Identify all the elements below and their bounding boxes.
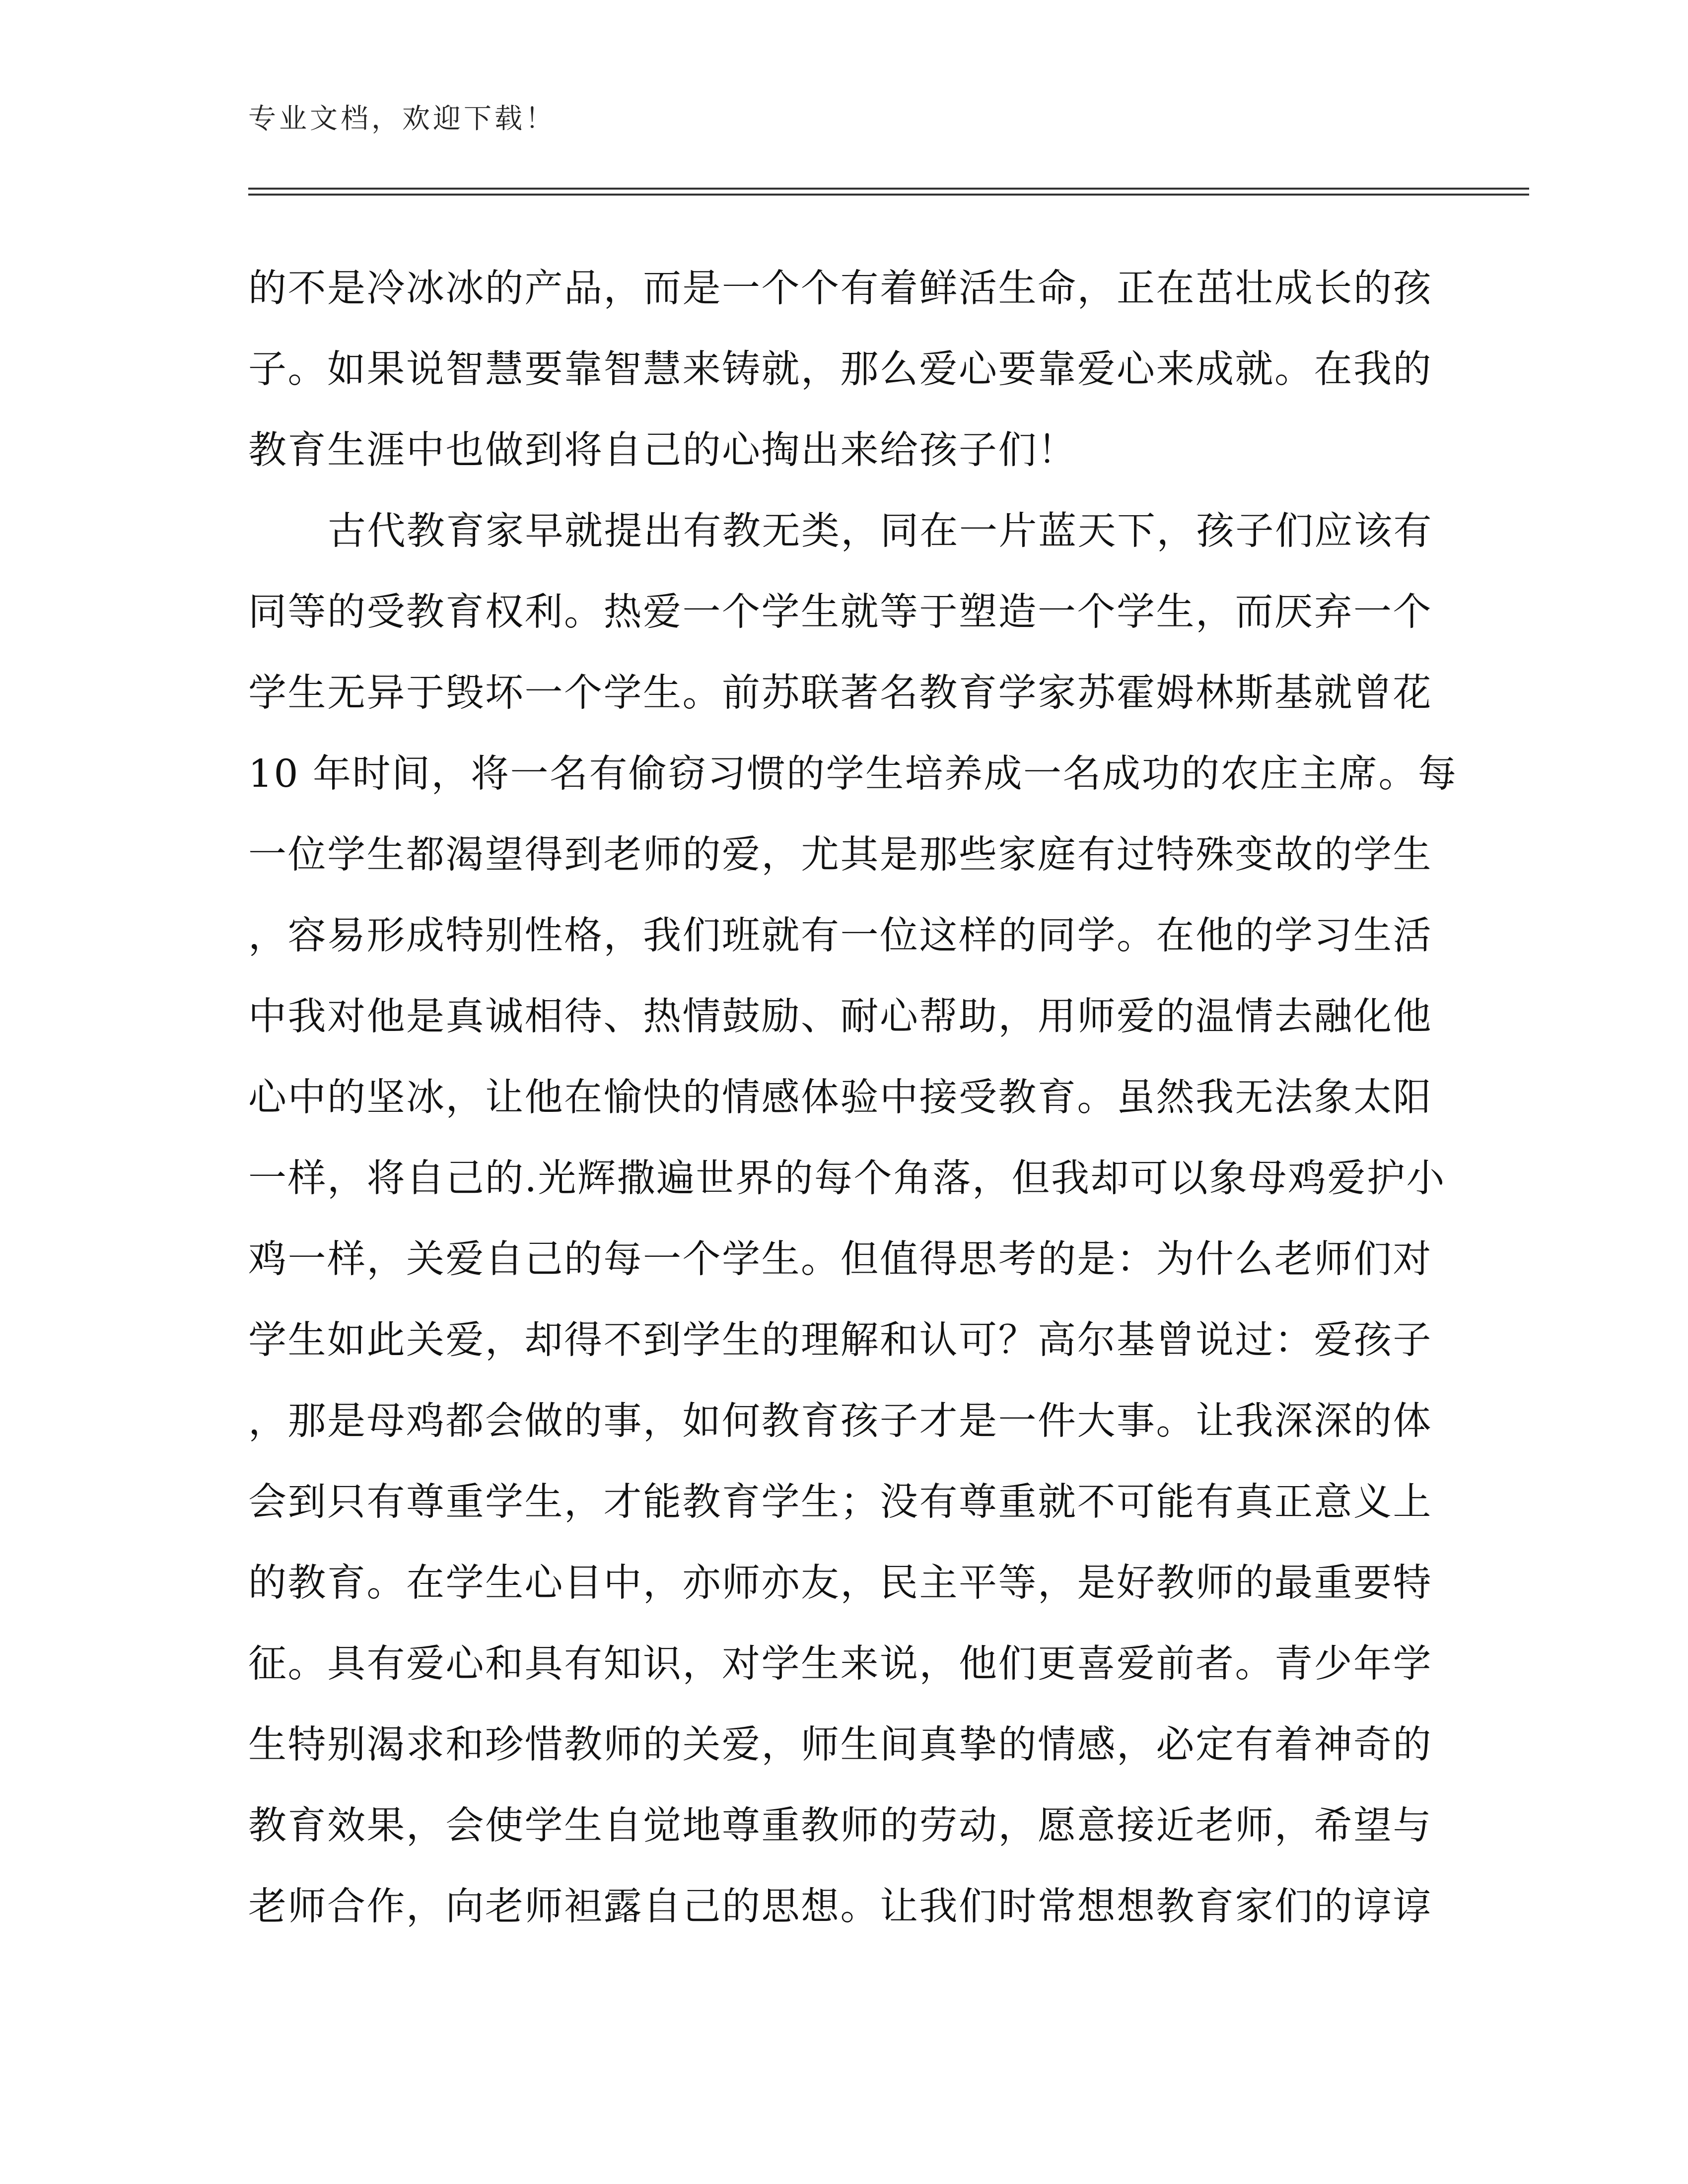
header-divider-bottom [248,194,1529,196]
body-line: 子。如果说智慧要靠智慧来铸就，那么爱心要靠爱心来成就。在我的 [248,347,1432,392]
page-header: 专业文档，欢迎下载！ [248,103,556,135]
body-line: 中我对他是真诚相待、热情鼓励、耐心帮助，用师爱的温情去融化他 [248,995,1432,1039]
body-line: 教育效果，会使学生自觉地尊重教师的劳动，愿意接近老师，希望与 [248,1804,1432,1848]
body-line: 生特别渴求和珍惜教师的关爱，师生间真挚的情感，必定有着神奇的 [248,1723,1432,1767]
body-line: 一位学生都渴望得到老师的爱，尤其是那些家庭有过特殊变故的学生 [248,833,1432,877]
body-line: 10 年时间，将一名有偷窃习惯的学生培养成一名成功的农庄主席。每 [248,752,1458,796]
header-divider-top [248,188,1529,190]
body-line: 同等的受教育权利。热爱一个学生就等于塑造一个学生，而厌弃一个 [248,590,1432,634]
body-line: 一样，将自己的.光辉撒遍世界的每个角落，但我却可以象母鸡爱护小 [248,1157,1446,1201]
body-line: 老师合作，向老师袒露自己的思想。让我们时常想想教育家们的谆谆 [248,1885,1432,1929]
body-line: 的教育。在学生心目中，亦师亦友，民主平等，是好教师的最重要特 [248,1561,1432,1605]
paragraph-first-line: 古代教育家早就提出有教无类，同在一片蓝天下，孩子们应该有 [328,509,1433,553]
body-line: 征。具有爱心和具有知识，对学生来说，他们更喜爱前者。青少年学 [248,1642,1432,1686]
body-line: 鸡一样，关爱自己的每一个学生。但值得思考的是：为什么老师们对 [248,1237,1432,1282]
body-line: 的不是冷冰冰的产品，而是一个个有着鲜活生命，正在茁壮成长的孩 [248,267,1432,311]
body-line: 教育生涯中也做到将自己的心掏出来给孩子们！ [248,428,1077,473]
body-line: ，那是母鸡都会做的事，如何教育孩子才是一件大事。让我深深的体 [248,1399,1432,1443]
document-body [248,263,1458,1962]
body-line: 学生如此关爱，却得不到学生的理解和认可？高尔基曾说过：爱孩子 [248,1318,1432,1363]
body-line: 会到只有尊重学生，才能教育学生；没有尊重就不可能有真正意义上 [248,1480,1432,1524]
body-line: 心中的坚冰，让他在愉快的情感体验中接受教育。虽然我无法象太阳 [248,1076,1432,1120]
body-line: 学生无异于毁坏一个学生。前苏联著名教育学家苏霍姆林斯基就曾花 [248,671,1432,715]
body-line: ，容易形成特别性格，我们班就有一位这样的同学。在他的学习生活 [248,914,1432,958]
